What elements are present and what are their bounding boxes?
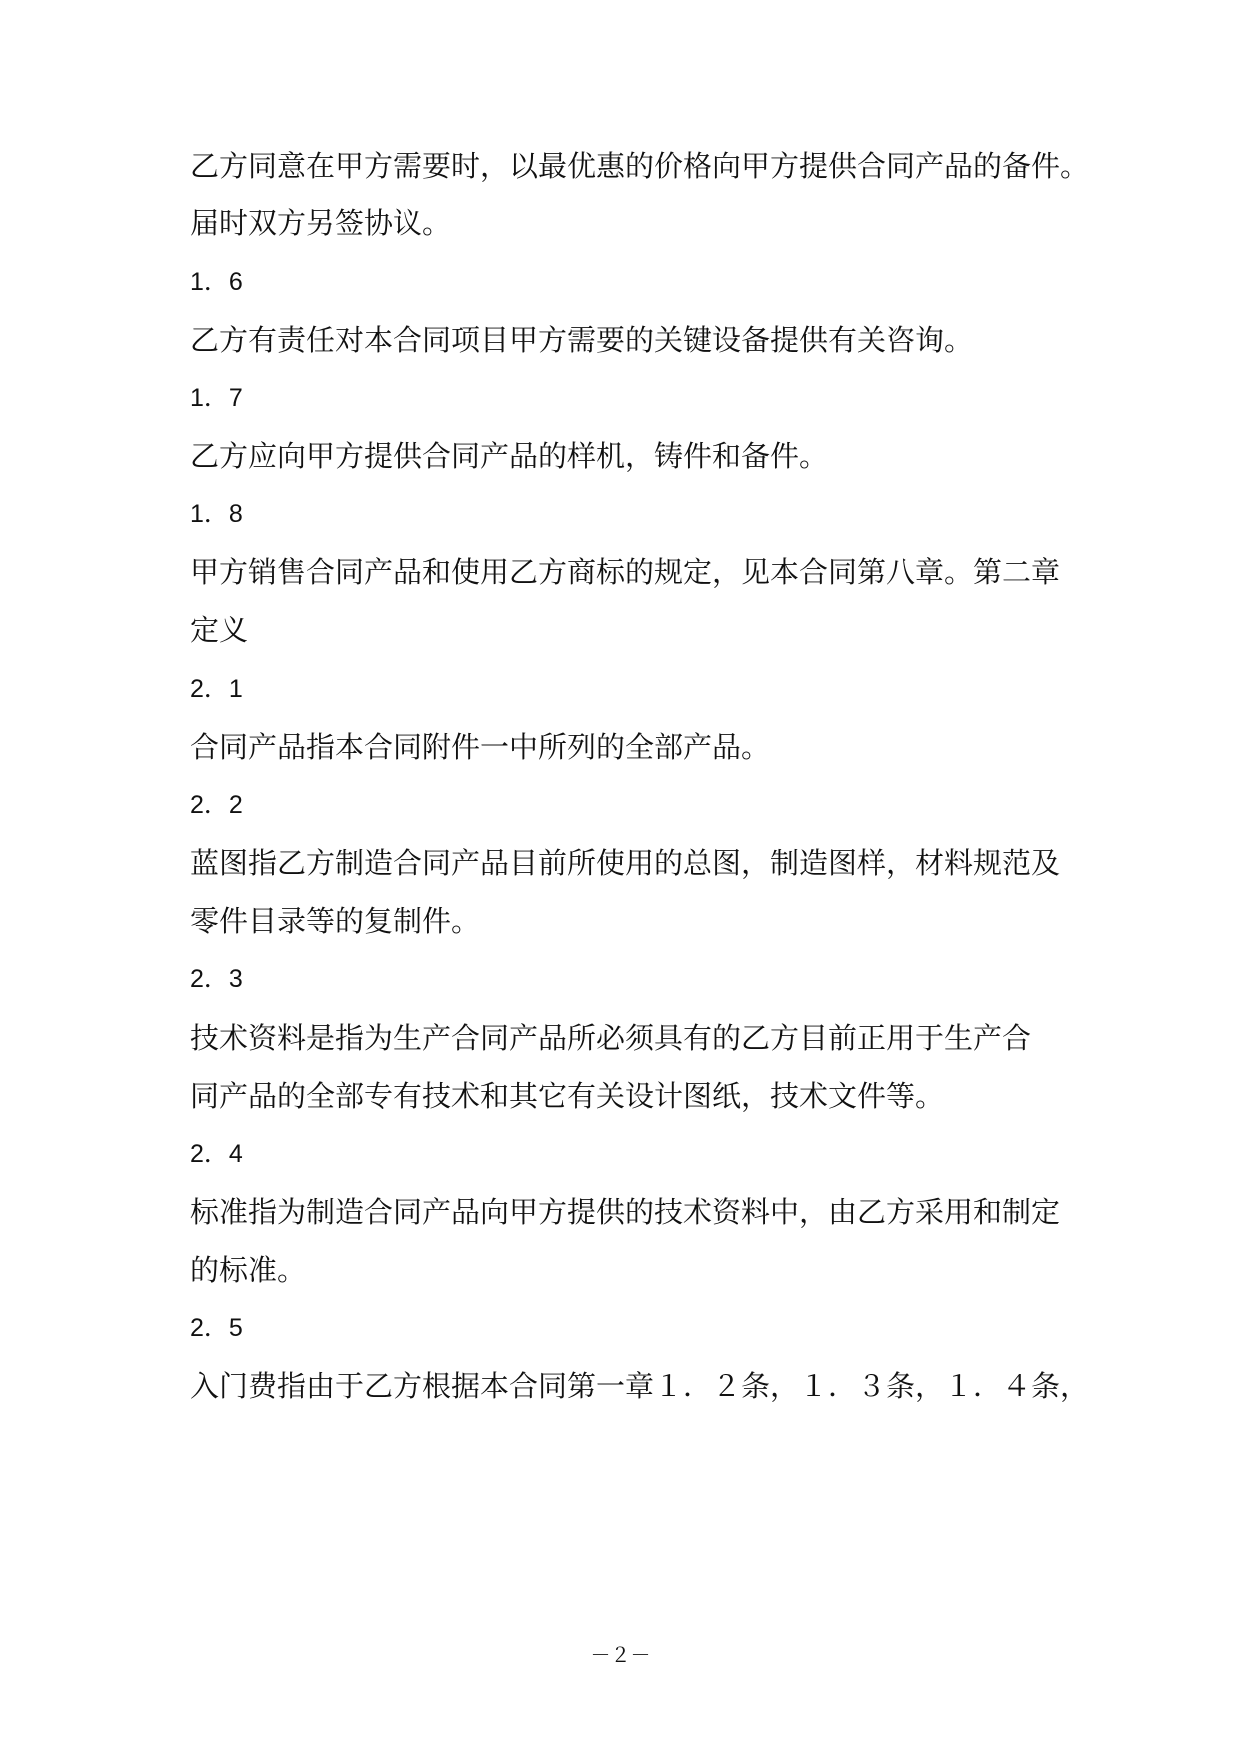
clause-number: 2．5 [190,1314,243,1342]
text-line: 乙方同意在甲方需要时，以最优惠的价格向甲方提供合同产品的备件。 [190,149,1090,183]
text-line: 蓝图指乙方制造合同产品目前所使用的总图，制造图样，材料规范及 [190,846,1061,880]
text-line: 标准指为制造合同产品向甲方提供的技术资料中，由乙方采用和制定 [190,1195,1061,1229]
clause-number: 1．7 [190,384,243,412]
clause-number: 2．1 [190,675,243,703]
text-line: 同产品的全部专有技术和其它有关设计图纸，技术文件等。 [190,1079,945,1113]
text-line: 技术资料是指为生产合同产品所必须具有的乙方目前正用于生产合 [190,1021,1032,1055]
clause-number: 2．4 [190,1140,243,1168]
text-line: 乙方有责任对本合同项目甲方需要的关键设备提供有关咨询。 [190,323,974,357]
section-heading: 定义 [190,613,249,647]
clause-number: 1．6 [190,268,243,296]
page-number: －２－ [590,1643,651,1667]
text-line: 入门费指由于乙方根据本合同第一章１．２条，１．３条，１．４条， [190,1369,1090,1403]
text-line: 届时双方另签协议。 [190,206,452,240]
text-line: 零件目录等的复制件。 [190,904,481,938]
clause-number: 2．2 [190,791,243,819]
text-line: 乙方应向甲方提供合同产品的样机，铸件和备件。 [190,439,829,473]
text-line: 的标准。 [190,1253,307,1287]
clause-number: 2．3 [190,965,243,993]
text-line: 甲方销售合同产品和使用乙方商标的规定，见本合同第八章。第二章 [190,555,1061,589]
text-line: 合同产品指本合同附件一中所列的全部产品。 [190,730,771,764]
clause-number: 1．8 [190,500,243,528]
